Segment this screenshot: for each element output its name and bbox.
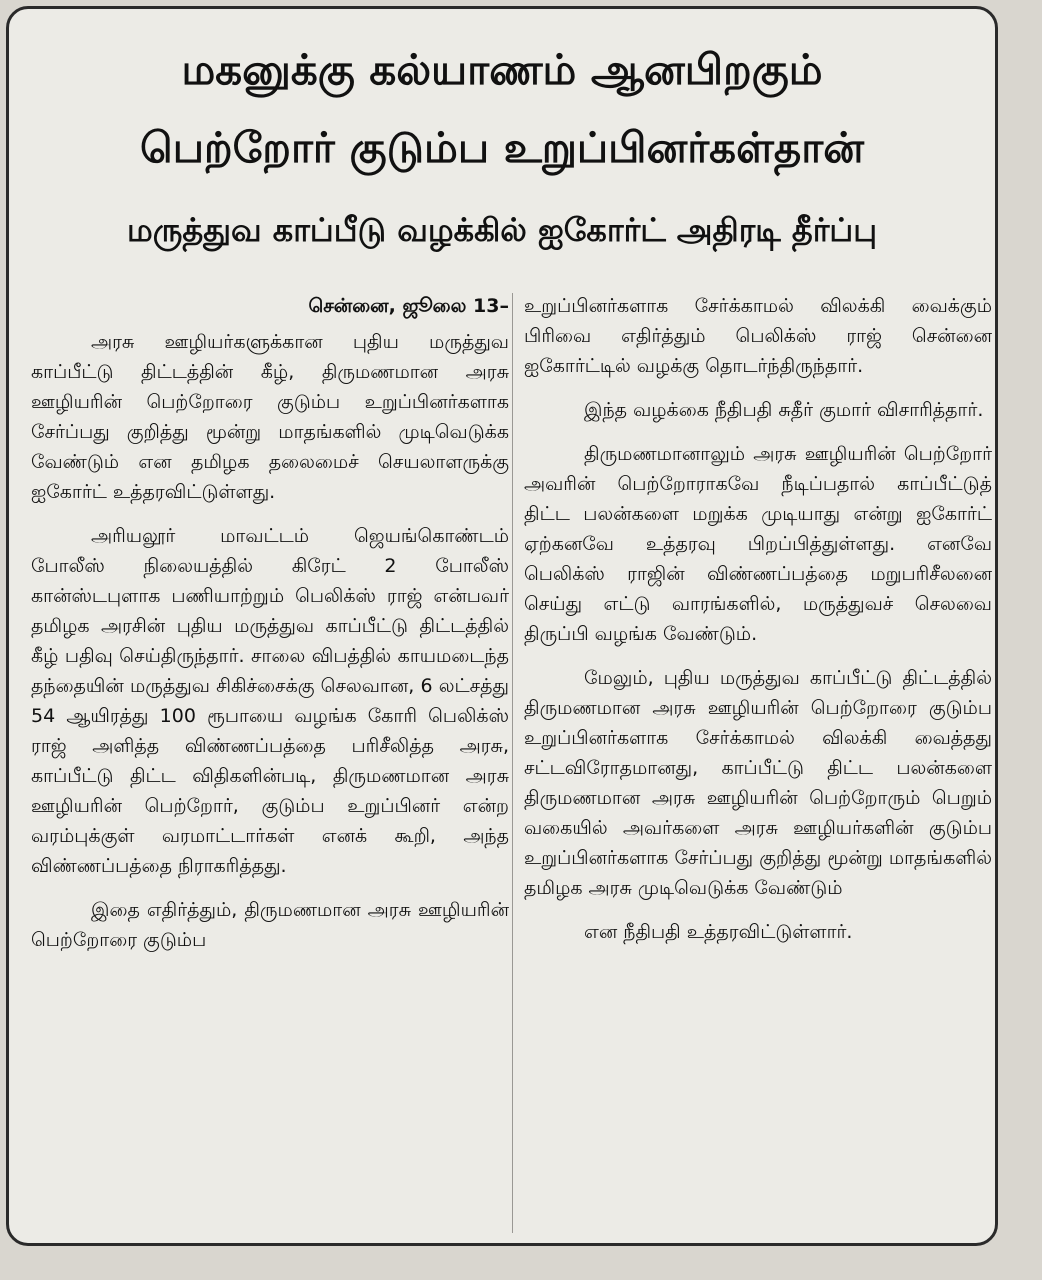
right-column: [524, 291, 992, 961]
column-divider: [512, 293, 513, 1233]
paragraph: என நீதிபதி உத்தரவிட்டுள்ளார்.: [584, 921, 853, 943]
dateline: சென்னை, ஜூலை 13–: [308, 295, 509, 317]
subheadline: மருத்துவ காப்பீடு வழக்கில் ஐகோர்ட் அதிரடி தீர்ப்பு: [126, 211, 878, 249]
left-column: [31, 291, 509, 969]
newspaper-clipping: [6, 6, 998, 1246]
paragraph: திருமணமானாலும் அரசு ஊழியரின் பெற்றோர் அவரின் பெற்றோராகவே நீடிப்பதால் காப்பீட்டுத் திட்ட பலன்களை மறுக்க முடியாது என்று ஐகோர்ட் ஏற்கனவே உத்தரவு பிறப்பித்துள்ளது. எனவே பெலிக்ஸ் ராஜின் விண்ணப்பத்தை மறுபரிசீலனை செய்து எட்டு வாரங்களில், மருத்துவச் செலவை திருப்பி வழங்க வேண்டும்.: [524, 443, 992, 645]
paragraph: இந்த வழக்கை நீதிபதி சுதீர் குமார் விசாரித்தார்.: [584, 399, 984, 421]
paragraph: இதை எதிர்த்தும், திருமணமான அரசு ஊழியரின் பெற்றோரை குடும்ப: [31, 899, 509, 951]
paragraph: அரியலூர் மாவட்டம் ஜெயங்கொண்டம் போலீஸ் நிலையத்தில் கிரேட் 2 போலீஸ் கான்ஸ்டபுளாக பணியாற்றும் பெலிக்ஸ் ராஜ் என்பவர் தமிழக அரசின் புதிய மருத்துவ காப்பீட்டு திட்டத்தில் கீழ் பதிவு செய்திருந்தார். சாலை விபத்தில் காயமடைந்த தந்தையின் மருத்துவ சிகிச்சைக்கு செலவான, 6 லட்சத்து 54 ஆயிரத்து 100 ரூபாயை வழங்க கோரி பெலிக்ஸ் ராஜ் அளித்த விண்ணப்பத்தை பரிசீலித்த அரசு, காப்பீட்டு திட்ட விதிகளின்படி, திருமணமான அரசு ஊழியரின் பெற்றோர், குடும்ப உறுப்பினர் என்ற வரம்புக்குள் வரமாட்டார்கள் எனக் கூறி, அந்த விண்ணப்பத்தை நிராகரித்தது.: [31, 525, 509, 877]
paragraph: மேலும், புதிய மருத்துவ காப்பீட்டு திட்டத்தில் திருமணமான அரசு ஊழியரின் பெற்றோரை குடும்ப உறுப்பினர்களாக சேர்க்காமல் விலக்கி வைத்தது சட்டவிரோதமானது, காப்பீட்டு திட்ட பலன்களை திருமணமான அரசு ஊழியரின் பெற்றோரும் பெறும் வகையில் அவர்களை அரசு ஊழியர்களின் குடும்ப உறுப்பினர்களாக சேர்ப்பது குறித்து மூன்று மாதங்களில் தமிழக அரசு முடிவெடுக்க வேண்டும்: [524, 667, 992, 899]
paragraph: அரசு ஊழியர்களுக்கான புதிய மருத்துவ காப்பீட்டு திட்டத்தின் கீழ், திருமணமான அரசு ஊழியரின் பெற்றோரை குடும்ப உறுப்பினர்களாக சேர்ப்பது குறித்து மூன்று மாதங்களில் முடிவெடுக்க வேண்டும் என தமிழக தலைமைச் செயலாளருக்கு ஐகோர்ட் உத்தரவிட்டுள்ளது.: [31, 331, 509, 503]
headline-line-2: பெற்றோர் குடும்ப உறுப்பினர்கள்தான்: [140, 123, 864, 172]
headline-line-1: மகனுக்கு கல்யாணம் ஆனபிறகும்: [181, 45, 823, 94]
paragraph: உறுப்பினர்களாக சேர்க்காமல் விலக்கி வைக்கும் பிரிவை எதிர்த்தும் பெலிக்ஸ் ராஜ் சென்னை ஐகோர்ட்டில் வழக்கு தொடர்ந்திருந்தார்.: [524, 295, 992, 377]
